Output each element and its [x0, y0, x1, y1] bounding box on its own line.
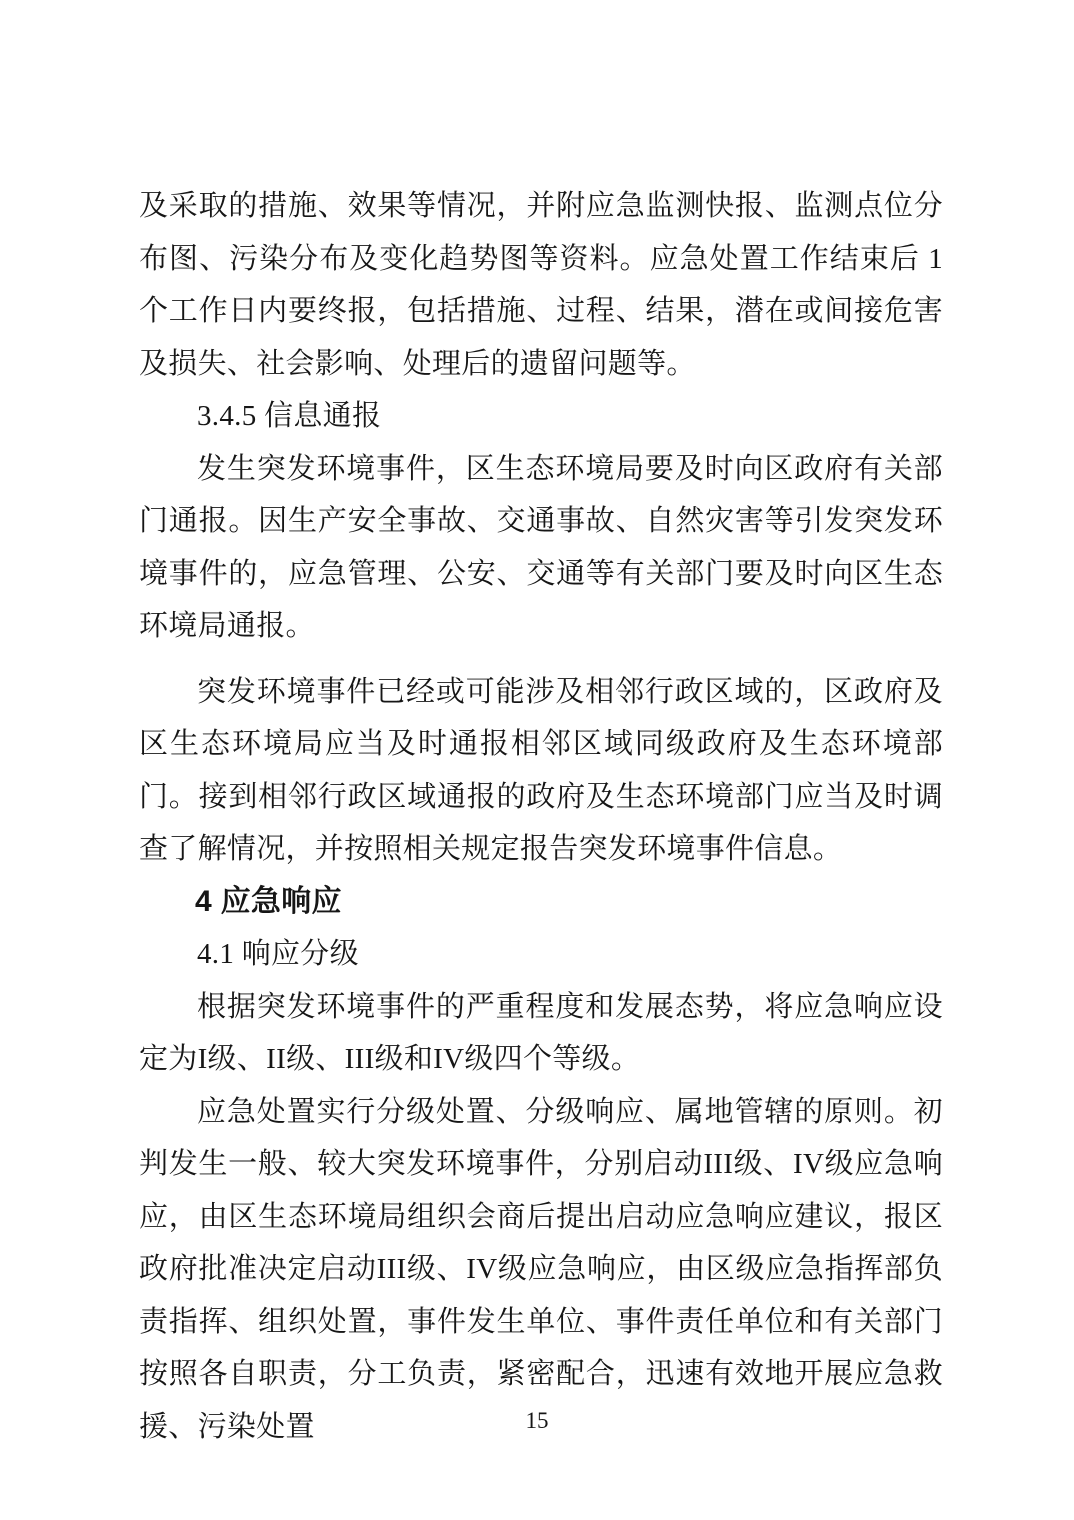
paragraph-notification-duty: 发生突发环境事件，区生态环境局要及时向区政府有关部门通报。因生产安全事故、交通事故、自然灾害等引发突发环境事件的，应急管理、公安、交通等有关部门要及时向区生态环境局通报。 [139, 452, 943, 642]
paragraph-cross-region-notification: 突发环境事件已经或可能涉及相邻行政区域的，区政府及区生态环境局应当及时通报相邻区域同级政府及生态环境部门。接到相邻行政区域通报的政府及生态环境部门应当及时调查了解情况，并按照相关规定报告突发环境事件信息。 [139, 675, 943, 865]
paragraph-graded-response-principle: 应急处置实行分级处置、分级响应、属地管辖的原则。初判发生一般、较大突发环境事件，分别启动III级、IV级应急响应，由区生态环境局组织会商后提出启动应急响应建议，报区政府批准决定启动III级、IV级应急响应，由区级应急指挥部负责指挥、组织处置，事件发生单位、事件责任单位和有关部门按照各自职责，分工负责，紧密配合，迅速有效地开展应急救援、污染处置 [139, 1095, 943, 1443]
heading-4-emergency-response: 4 应急响应 [195, 884, 342, 918]
paragraph-report-continuation: 及采取的措施、效果等情况，并附应急监测快报、监测点位分布图、污染分布及变化趋势图等资料。应急处置工作结束后 1 个工作日内要终报，包括措施、过程、结果，潜在或间接危害及损失、社会影响、处理后的遗留问题等。 [139, 190, 943, 380]
paragraph-response-level-definition: 根据突发环境事件的严重程度和发展态势，将应急响应设定为I级、II级、III级和IV级四个等级。 [139, 990, 943, 1075]
heading-3-4-5-information-notification: 3.4.5 信息通报 [197, 400, 382, 432]
page-number: 15 [525, 1408, 549, 1433]
heading-4-1-response-levels: 4.1 响应分级 [197, 938, 359, 970]
document-body [139, 180, 943, 1453]
